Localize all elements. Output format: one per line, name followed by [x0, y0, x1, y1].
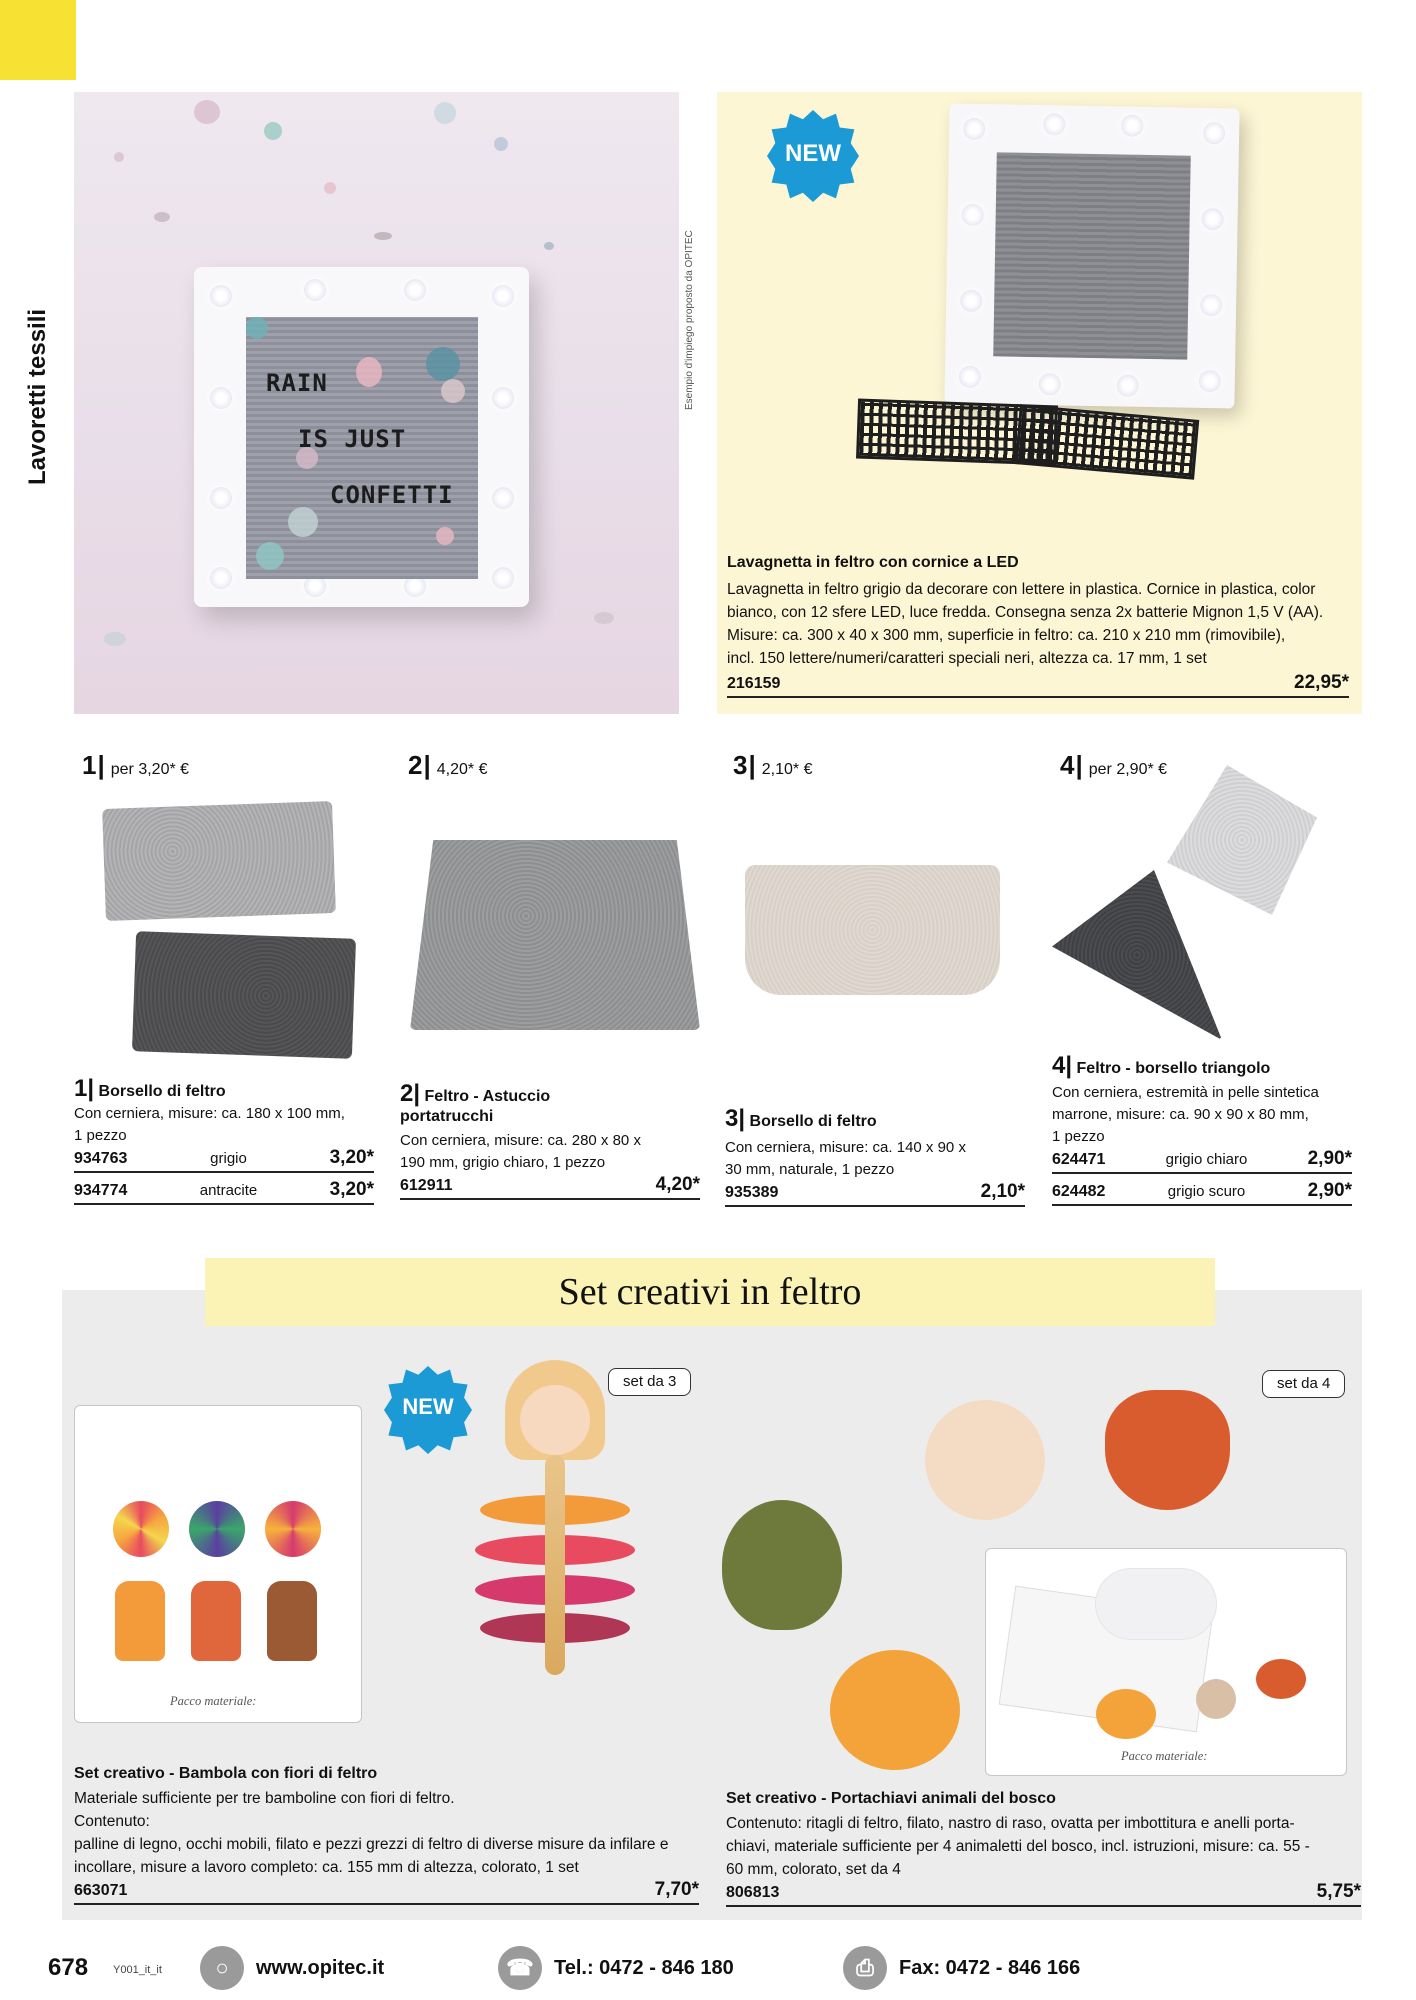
product-title: Feltro - borsello triangolo: [1076, 1060, 1271, 1077]
felt-line-3: CONFETTI: [330, 481, 454, 509]
product-title: Borsello di feltro: [98, 1083, 226, 1100]
product-card-1: 1 | per 3,20* € 1| Borsello di feltro Con cerniera, misure: ca. 180 x 100 mm, 1 pezzo 934763 grigio 3,20* 934774 antracite 3,20*: [74, 750, 374, 1220]
triangle-pouch-dark-photo: [1052, 870, 1222, 1040]
product-title: Set creativo - Bambola con fiori di feltro: [74, 1765, 378, 1782]
catalog-code: Y001_it_it: [113, 1964, 162, 1976]
new-badge-set: NEW: [384, 1366, 472, 1454]
page-footer: [0, 1940, 1416, 2000]
product-title: Set creativo - Portachiavi animali del bosco: [726, 1790, 1056, 1807]
fox-keychain-photo: [1105, 1390, 1230, 1510]
head-price: per 2,90* €: [1088, 761, 1168, 778]
head-price: 4,20* €: [436, 761, 488, 778]
felt-line-2: IS JUST: [298, 425, 407, 453]
product-card-3: 3 | 2,10* € 3| Borsello di feltro Con cerniera, misure: ca. 140 x 90 x 30 mm, naturale, 1 pezzo 935389 2,10*: [725, 750, 1025, 1220]
set-animals-info: Set creativo - Portachiavi animali del bosco Contenuto: ritagli di feltro, filato, nastro di raso, ovatta per imbottitura e anelli porta- chiavi, materiale sufficiente per 4 animaletti del bosco, incl. istruzioni, misure: ca. 55 - 60 mm, colorato, set da 4 806813 5,75*: [726, 1790, 1361, 1907]
product-title: Borsello di feltro: [749, 1113, 877, 1130]
fax-icon: ⎙: [843, 1946, 887, 1990]
triangle-pouch-light-photo: [1167, 765, 1317, 915]
pouch-anthracite-photo: [132, 931, 356, 1059]
new-badge: NEW: [767, 110, 859, 202]
mouse-icon: ○: [200, 1946, 244, 1990]
head-price: per 3,20* €: [110, 761, 190, 778]
cosmetic-case-photo: [410, 840, 700, 1030]
hero-image-led-felt-board: [74, 92, 679, 714]
featured-product-panel: NEW Lavagnetta in feltro con cornice a LED Lavagnetta in feltro grigio da decorare con lettere in plastica. Cornice in plastica, color bianco, con 12 sfere LED, luce fredda. Consegna senza 2x batterie Mignon 1,5 V (AA). Misure: ca. 300 x 40 x 300 mm, superficie in feltro: ca. 210 x 210 mm (rimovibile), incl. 150 lettere/numeri/caratteri speciali neri, altezza ca. 17 mm, 1 set 216159 22,95*: [717, 92, 1362, 714]
section-side-label: Lavoretti tessili: [24, 308, 51, 485]
footer-fax[interactable]: ⎙ Fax: 0472 - 846 166: [843, 1946, 1080, 1990]
owl-keychain-photo: [722, 1500, 842, 1630]
set-doll-info: Set creativo - Bambola con fiori di feltro Materiale sufficiente per tre bamboline con fiori di feltro. Contenuto: palline di legno, occhi mobili, filato e pezzi grezzi di feltro di diverse misure da infilare e incollare, misure a lavoro completo: ca. 155 mm di altezza, colorato, 1 set 663071 7,70*: [74, 1765, 699, 1905]
natural-pouch-photo: [745, 865, 1000, 995]
head-price: 2,10* €: [761, 761, 813, 778]
pouch-grey-photo: [102, 801, 336, 921]
article-number: 216159: [727, 675, 781, 692]
set-count-badge-2: set da 4: [1262, 1370, 1345, 1398]
owl-orange-keychain-photo: [830, 1650, 960, 1770]
hero-caption: Esempio d'impiego proposto da OPITEC: [684, 230, 695, 410]
featured-title: Lavagnetta in feltro con cornice a LED: [727, 554, 1019, 571]
product-card-2: 2 | 4,20* € 2| Feltro - Astuccio portatrucchi Con cerniera, misure: ca. 280 x 80 x 190 mm, grigio chiaro, 1 pezzo 612911 4,20*: [400, 750, 700, 1220]
letter-sprue-sheet-2: [1015, 404, 1200, 479]
footer-tel[interactable]: ☎ Tel.: 0472 - 846 180: [498, 1946, 734, 1990]
page-number: 678: [48, 1954, 89, 1981]
price: 22,95*: [1294, 672, 1349, 693]
section-banner: Set creativi in feltro: [205, 1258, 1215, 1326]
phone-icon: ☎: [498, 1946, 542, 1990]
footer-web[interactable]: ○ www.opitec.it: [200, 1946, 384, 1990]
section-color-tab: [0, 0, 76, 80]
product-photo-led-frame: [944, 103, 1239, 408]
felt-doll-photo: [500, 1345, 610, 1705]
material-pack-doll: Pacco materiale:: [74, 1405, 362, 1723]
squirrel-keychain-photo: [925, 1400, 1045, 1520]
set-count-badge: set da 3: [608, 1368, 691, 1396]
product-card-4: 4 | per 2,90* € 4| Feltro - borsello triangolo Con cerniera, estremità in pelle sintetica marrone, misure: ca. 90 x 90 x 80 mm, 1 pezzo 624471 grigio chiaro 2,90* 624482 grigio scuro 2,90*: [1052, 750, 1352, 1220]
led-frame: [194, 267, 529, 607]
material-pack-animals: Pacco materiale:: [985, 1548, 1347, 1776]
product-title: Feltro - Astuccio: [424, 1088, 551, 1105]
felt-line-1: RAIN: [266, 369, 328, 397]
felt-letter-board: [246, 317, 478, 579]
